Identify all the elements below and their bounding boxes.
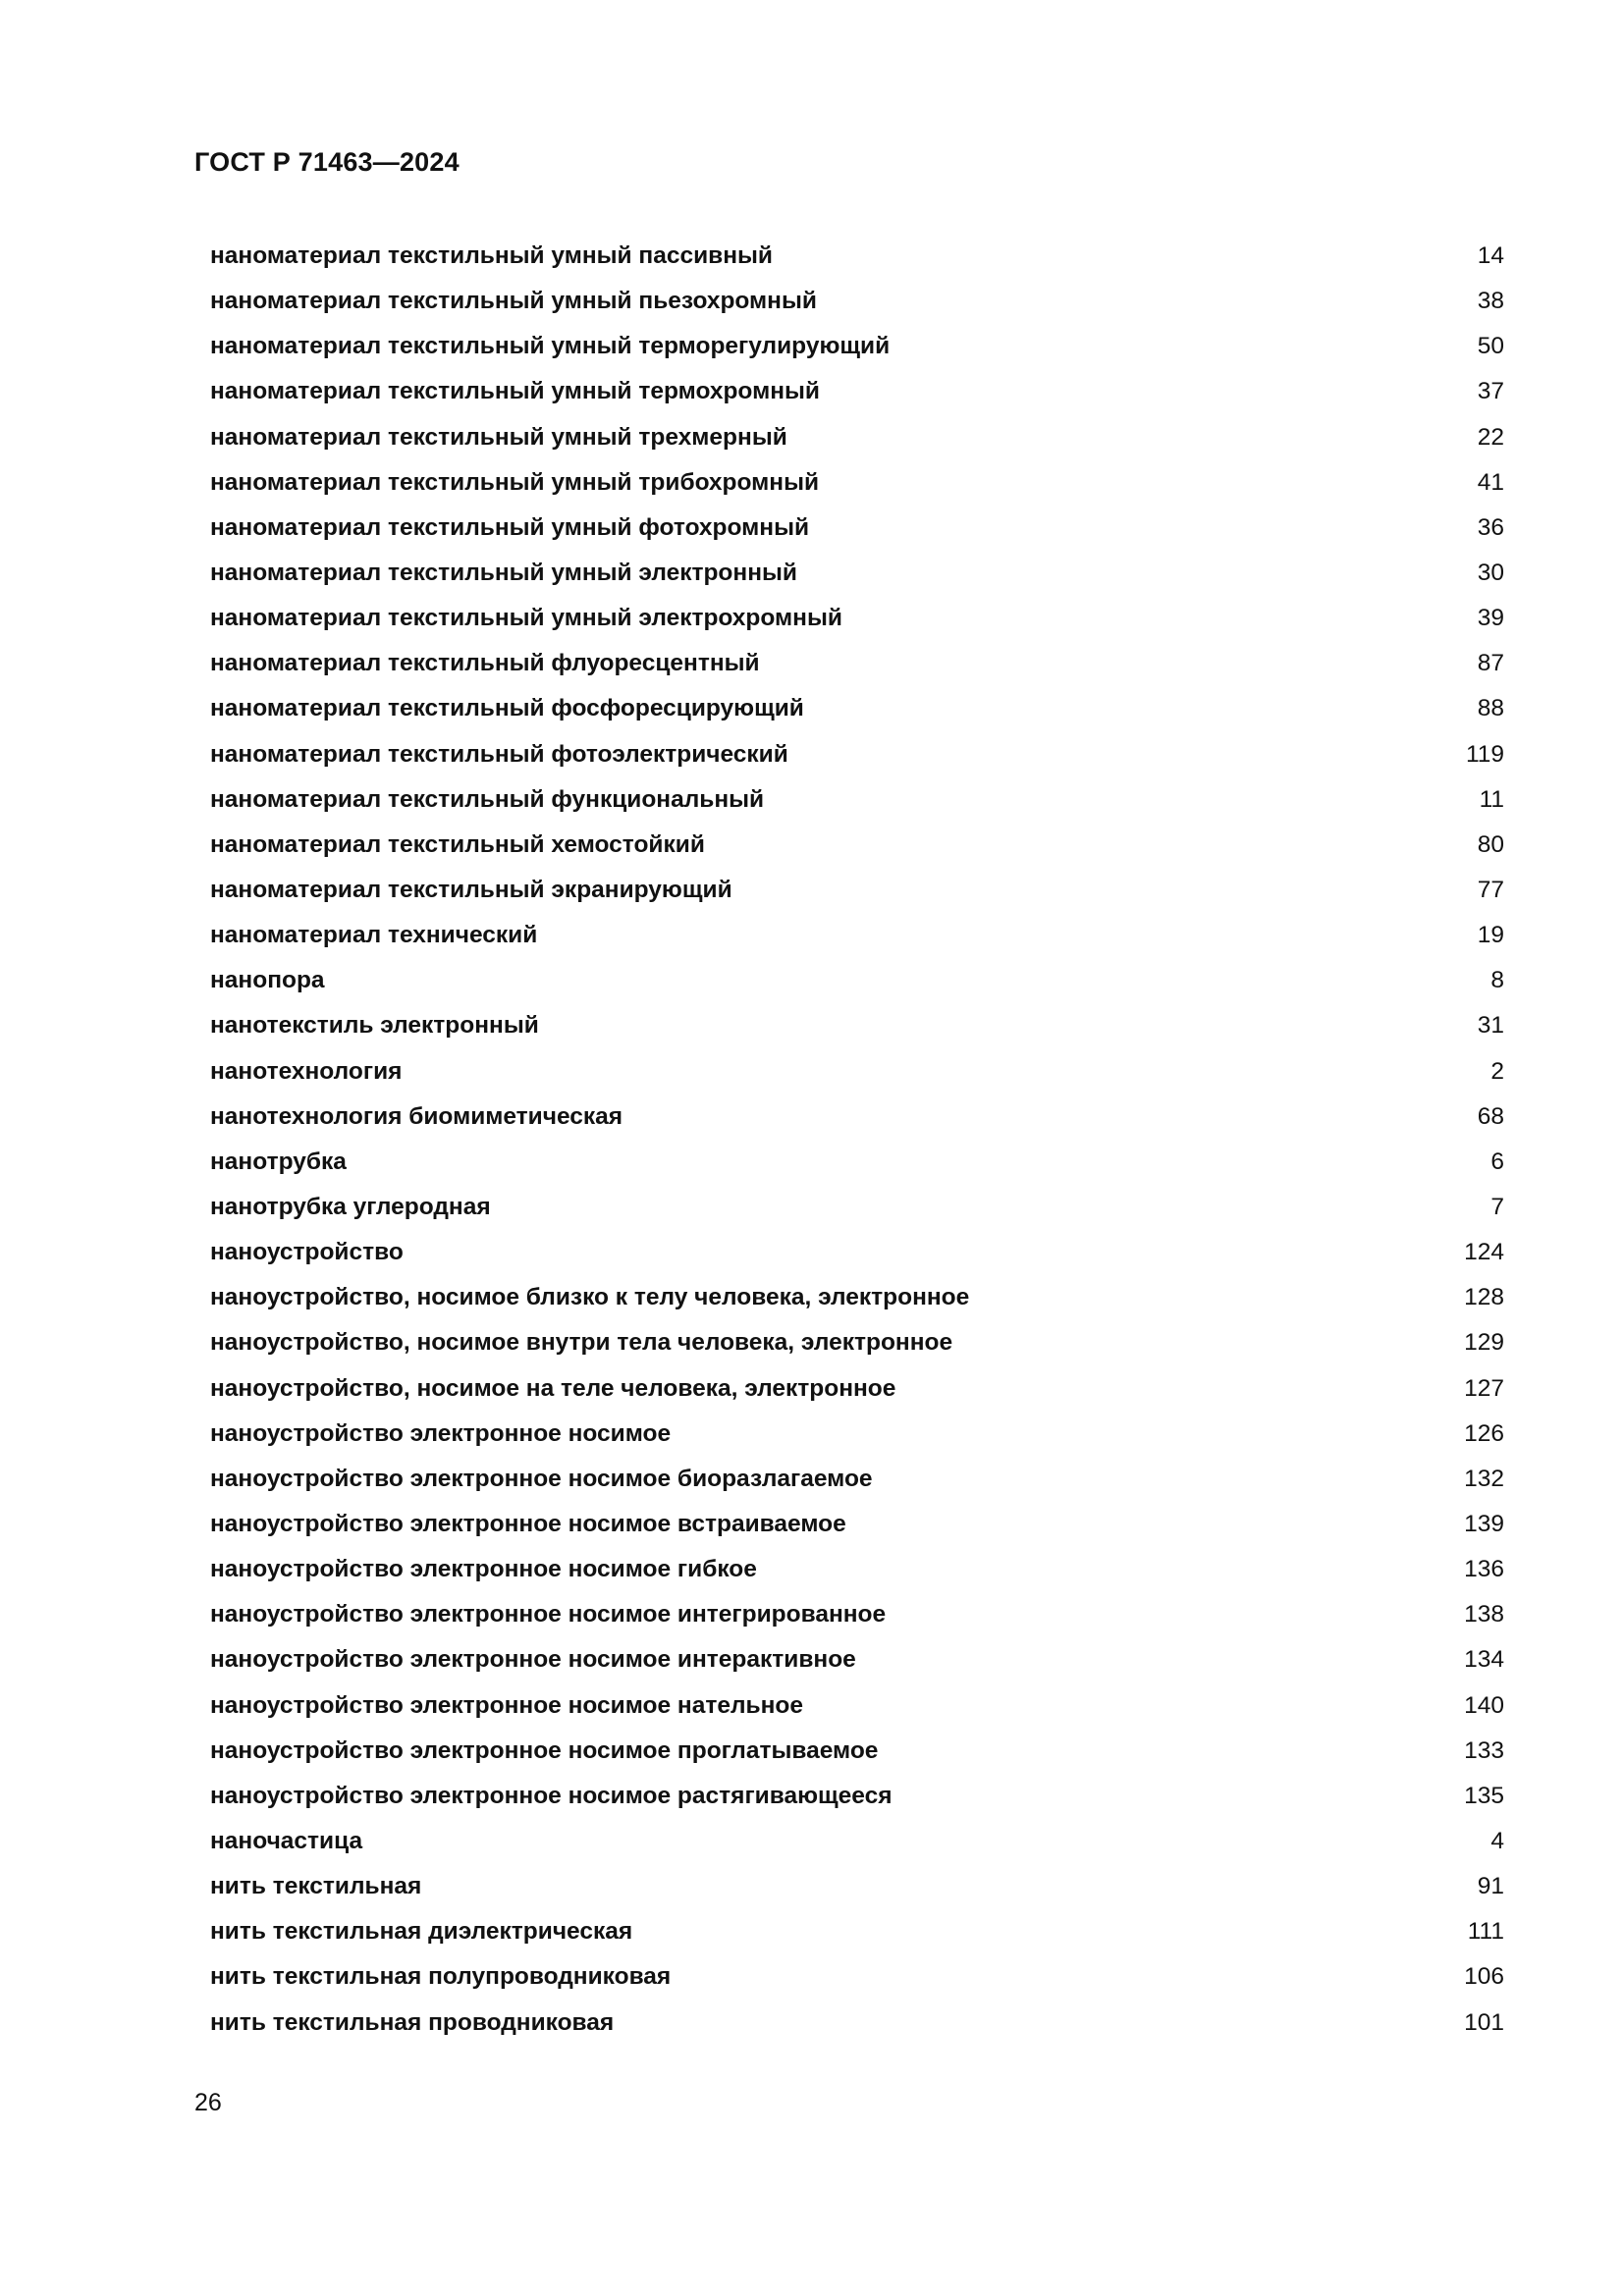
index-page-number: 136 — [1464, 1556, 1504, 1583]
index-entry — [210, 234, 1504, 279]
index-term: наноустройство электронное носимое интегрированное — [210, 1601, 887, 1629]
index-entry — [210, 823, 1504, 868]
index-entry — [210, 1412, 1504, 1457]
index-entry — [210, 1819, 1504, 1864]
index-entry — [210, 1275, 1504, 1320]
index-page-number: 50 — [1477, 333, 1504, 360]
index-term: наноустройство электронное носимое интерактивное — [210, 1646, 856, 1674]
index-entry — [210, 1502, 1504, 1547]
index-page-number: 80 — [1477, 830, 1504, 858]
index-term: нанотрубка углеродная — [210, 1194, 491, 1221]
index-page-number: 138 — [1464, 1601, 1504, 1629]
index-entry — [210, 1366, 1504, 1412]
index-term: наноматериал текстильный флуоресцентный — [210, 650, 760, 677]
index-entry — [210, 551, 1504, 596]
index-term: наночастица — [210, 1827, 363, 1854]
index-page-number: 8 — [1490, 967, 1504, 994]
index-entry — [210, 913, 1504, 958]
index-page-number: 38 — [1477, 288, 1504, 315]
index-term: наноматериал текстильный фотоэлектрический — [210, 740, 788, 768]
index-entry — [210, 369, 1504, 414]
index-entry — [210, 1095, 1504, 1140]
index-term: наноматериал текстильный умный терморегулирующий — [210, 333, 891, 360]
index-term: наноматериал текстильный умный трехмерный — [210, 423, 787, 451]
index-entry — [210, 1185, 1504, 1230]
index-page-number: 126 — [1464, 1419, 1504, 1447]
index-page-number: 101 — [1464, 2008, 1504, 2036]
index-page-number: 7 — [1490, 1194, 1504, 1221]
index-page-number: 88 — [1477, 695, 1504, 722]
index-entry — [210, 1592, 1504, 1637]
index-page-number: 124 — [1464, 1239, 1504, 1266]
document-header: ГОСТ Р 71463—2024 — [194, 147, 460, 177]
index-entry — [210, 460, 1504, 506]
index-entry — [210, 1049, 1504, 1095]
page-number: 26 — [194, 2089, 222, 2116]
alphabetical-index — [210, 234, 1504, 2046]
index-page-number: 132 — [1464, 1465, 1504, 1492]
index-entry — [210, 1954, 1504, 2000]
index-page-number: 133 — [1464, 1736, 1504, 1764]
index-page-number: 68 — [1477, 1102, 1504, 1130]
index-page-number: 41 — [1477, 468, 1504, 496]
index-entry — [210, 506, 1504, 551]
index-term: наноматериал текстильный фосфоресцирующий — [210, 695, 804, 722]
index-page-number: 87 — [1477, 650, 1504, 677]
index-term: нить текстильная полупроводниковая — [210, 1963, 672, 1991]
index-entry — [210, 868, 1504, 913]
index-term: наноматериал текстильный умный термохромный — [210, 378, 820, 405]
index-page-number: 134 — [1464, 1646, 1504, 1674]
index-term: нанопора — [210, 967, 325, 994]
index-term: нанотехнология биомиметическая — [210, 1102, 623, 1130]
index-term: наноматериал текстильный умный трибохромный — [210, 468, 820, 496]
index-page-number: 128 — [1464, 1284, 1504, 1311]
index-term: нить текстильная диэлектрическая — [210, 1918, 633, 1946]
index-term: наноматериал текстильный функциональный — [210, 785, 765, 813]
index-page-number: 22 — [1477, 423, 1504, 451]
index-page-number: 139 — [1464, 1511, 1504, 1537]
index-page-number: 14 — [1477, 242, 1504, 270]
index-entry — [210, 596, 1504, 641]
index-page-number: 30 — [1477, 560, 1504, 587]
index-page-number: 37 — [1477, 378, 1504, 405]
index-term: наноматериал текстильный умный фотохромный — [210, 513, 810, 541]
index-page-number: 4 — [1490, 1827, 1504, 1854]
index-page-number: 6 — [1490, 1148, 1504, 1175]
index-page-number: 31 — [1477, 1012, 1504, 1040]
index-term: наноматериал текстильный экранирующий — [210, 877, 732, 904]
index-entry — [210, 1729, 1504, 1774]
index-entry — [210, 732, 1504, 777]
index-term: наноматериал текстильный хемостойкий — [210, 830, 705, 858]
index-entry — [210, 1457, 1504, 1502]
index-entry — [210, 1547, 1504, 1592]
index-term: наноустройство, носимое на теле человека, электронное — [210, 1374, 896, 1402]
index-term: нанотехнология — [210, 1057, 403, 1085]
index-page-number: 127 — [1464, 1374, 1504, 1402]
index-entry — [210, 2000, 1504, 2045]
index-page-number: 2 — [1490, 1057, 1504, 1085]
index-entry — [210, 1637, 1504, 1682]
index-page-number: 91 — [1477, 1873, 1504, 1900]
index-page-number: 19 — [1477, 922, 1504, 949]
index-entry — [210, 641, 1504, 686]
index-page-number: 111 — [1467, 1918, 1504, 1946]
index-term: нанотрубка — [210, 1148, 347, 1175]
index-term: нить текстильная — [210, 1873, 422, 1900]
index-entry — [210, 1140, 1504, 1185]
index-term: наноустройство электронное носимое — [210, 1419, 672, 1447]
index-page-number: 135 — [1464, 1782, 1504, 1809]
index-page-number: 11 — [1479, 785, 1504, 813]
index-entry — [210, 1864, 1504, 1909]
index-entry — [210, 1683, 1504, 1729]
index-term: нанотекстиль электронный — [210, 1012, 539, 1040]
index-page-number: 129 — [1464, 1329, 1504, 1357]
index-entry — [210, 1230, 1504, 1275]
index-term: наноустройство электронное носимое растягивающееся — [210, 1782, 893, 1809]
index-term: нить текстильная проводниковая — [210, 2008, 615, 2036]
index-entry — [210, 686, 1504, 731]
index-entry — [210, 415, 1504, 460]
index-entry — [210, 279, 1504, 324]
index-term: наноустройство электронное носимое биоразлагаемое — [210, 1465, 873, 1492]
index-term: наноустройство электронное носимое проглатываемое — [210, 1736, 879, 1764]
index-term: наноустройство электронное носимое нательное — [210, 1691, 803, 1719]
index-term: наноустройство электронное носимое встраиваемое — [210, 1511, 846, 1537]
index-term: наноматериал технический — [210, 922, 538, 949]
index-term: наноматериал текстильный умный электронный — [210, 560, 797, 587]
index-page-number: 77 — [1477, 877, 1504, 904]
index-entry — [210, 1774, 1504, 1819]
index-entry — [210, 1320, 1504, 1365]
index-term: наноматериал текстильный умный пассивный — [210, 242, 773, 270]
index-entry — [210, 1003, 1504, 1048]
index-term: наноустройство, носимое внутри тела человека, электронное — [210, 1329, 953, 1357]
index-page-number: 119 — [1465, 740, 1504, 768]
index-page-number: 106 — [1464, 1963, 1504, 1991]
index-entry — [210, 324, 1504, 369]
index-term: наноустройство — [210, 1239, 404, 1266]
index-entry — [210, 958, 1504, 1003]
index-page-number: 36 — [1477, 513, 1504, 541]
index-entry — [210, 777, 1504, 823]
index-term: наноматериал текстильный умный электрохромный — [210, 605, 842, 632]
index-page-number: 140 — [1464, 1691, 1504, 1719]
index-term: наноустройство электронное носимое гибкое — [210, 1556, 757, 1583]
index-term: наноустройство, носимое близко к телу человека, электронное — [210, 1284, 970, 1311]
index-entry — [210, 1909, 1504, 1954]
index-page-number: 39 — [1477, 605, 1504, 632]
index-term: наноматериал текстильный умный пьезохромный — [210, 288, 817, 315]
